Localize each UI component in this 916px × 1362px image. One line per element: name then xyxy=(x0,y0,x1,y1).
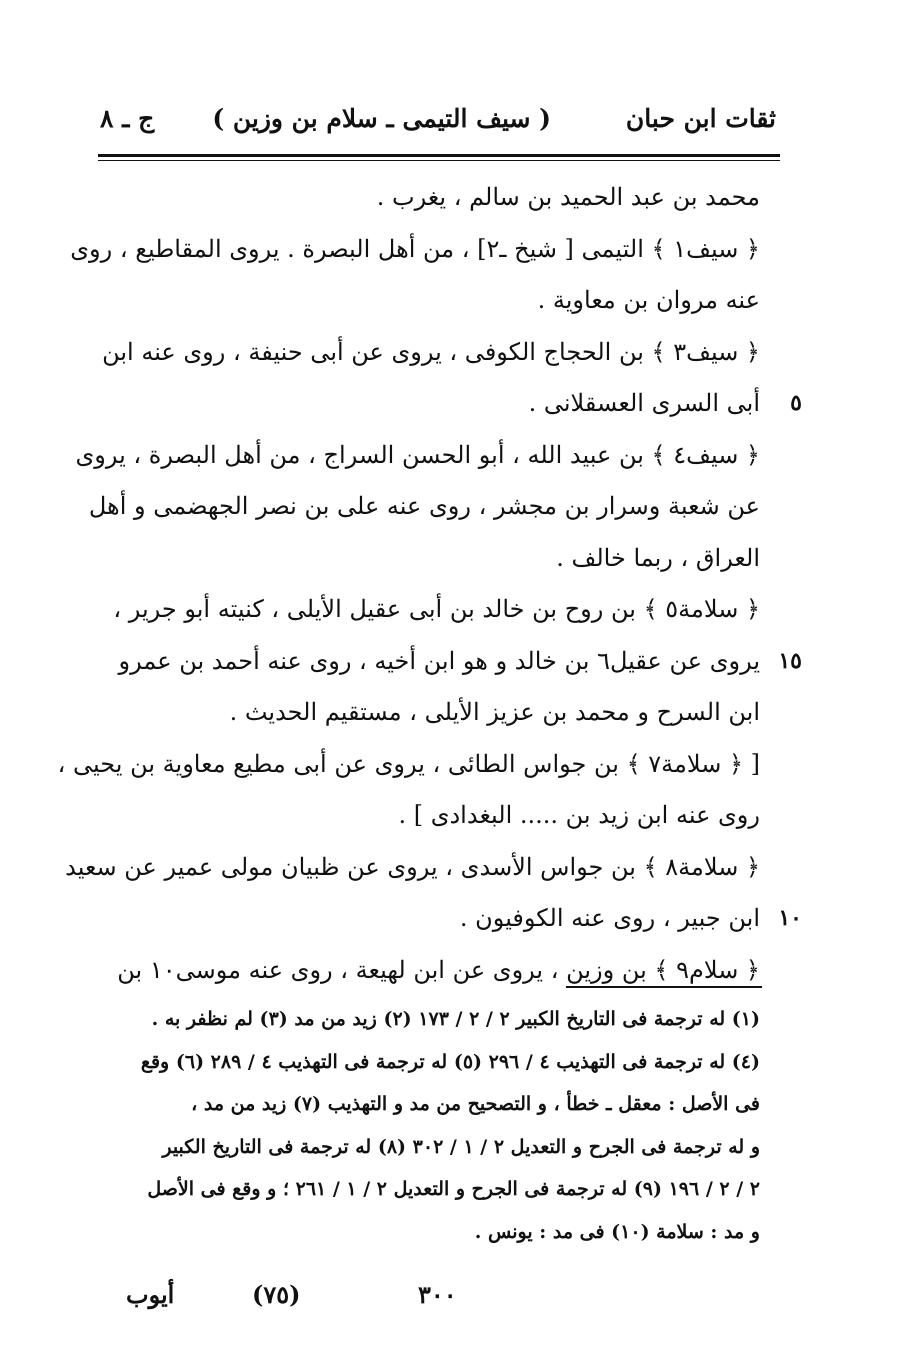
line-text: عنه مروان بن معاوية . xyxy=(537,286,760,314)
line-number: ١٥ xyxy=(778,647,802,674)
text-line xyxy=(88,481,760,533)
footnote-line: ٢ / ٢ / ١٩٦ (٩) له ترجمة فى الجرح و التعديل ٢ / ١ / ٢٦١ ؛ و وقع فى الأصل xyxy=(147,1178,760,1200)
text-line xyxy=(100,533,760,585)
line-text: ﴿ سيف٤ ﴾ بن عبيد الله ، أبو الحسن السراج ، من أهل البصرة ، يروى xyxy=(75,440,760,469)
text-line xyxy=(70,224,760,276)
line-text: ابن السرح و محمد بن عزيز الأيلى ، مستقيم الحديث . xyxy=(229,698,760,726)
line-text: عن شعبة وسرار بن مجشر ، روى عنه على بن نصر الجهضمى و أهل xyxy=(88,492,760,520)
line-text: [ ﴿ سلامة٧ ﴾ بن جواس الطائى ، يروى عن أبى مطيع معاوية بن يحيى ، xyxy=(57,749,760,778)
footnote-separator xyxy=(566,986,762,988)
line-text: ابن جبير ، روى عنه الكوفيون . xyxy=(459,904,760,932)
page-number: ٣٠٠ xyxy=(418,1280,457,1309)
text-line xyxy=(100,790,760,842)
line-text: ﴿ سلامة٨ ﴾ بن جواس الأسدى ، يروى عن ظبيان مولى عمير عن سعيد xyxy=(65,852,760,881)
footnotes xyxy=(100,998,760,1253)
text-line xyxy=(100,275,760,327)
footnote-line: و له ترجمة فى الجرح و التعديل ٢ / ١ / ٣٠٢ (٨) له ترجمة فى التاريخ الكبير xyxy=(162,1135,760,1158)
text-line xyxy=(100,945,760,997)
main-text xyxy=(57,172,802,996)
footnote-line: و مد : سلامة (١٠) فى مد : يونس . xyxy=(474,1220,760,1243)
text-line xyxy=(100,893,802,945)
line-text: محمد بن عبد الحميد بن سالم ، يغرب . xyxy=(376,183,760,211)
text-line xyxy=(100,636,802,688)
text-line xyxy=(100,378,802,430)
volume-label: ج ـ ٨ xyxy=(100,104,155,133)
line-text: ﴿ سلامة٥ ﴾ بن روح بن خالد بن أبى عقيل الأيلى ، كنيته أبو جرير ، xyxy=(113,595,760,623)
running-header xyxy=(100,104,776,150)
text-line xyxy=(100,584,760,636)
footer-volume-mark: (٧٥) xyxy=(252,1280,301,1309)
line-number: ١٠ xyxy=(778,905,802,931)
text-line xyxy=(75,430,760,482)
book-title: ثقات ابن حبان xyxy=(625,104,776,133)
text-line xyxy=(100,172,760,224)
footnote-line: (٤) له ترجمة فى التهذيب ٤ / ٢٩٦ (٥) له ترجمة فى التهذيب ٤ / ٢٨٩ (٦) وقع xyxy=(140,1050,760,1073)
text-line xyxy=(100,327,760,379)
text-line xyxy=(100,687,760,739)
header-rule-thin xyxy=(98,160,780,161)
line-text: روى عنه ابن زيد بن ..... البغدادى ] . xyxy=(398,801,760,829)
text-line xyxy=(65,842,760,894)
section-title: ( سيف التيمى ـ سلام بن وزين ) xyxy=(212,104,551,133)
line-text: ﴿ سيف١ ﴾ التيمى [ شيخ ـ٢] ، من أهل البصرة . يروى المقاطيع ، روى xyxy=(70,234,760,263)
line-text: أبى السرى العسقلانى . xyxy=(528,389,760,417)
line-text: ﴿ سلام٩ ﴾ بن وزين ، يروى عن ابن لهيعة ، روى عنه موسى١٠ بن xyxy=(117,955,760,984)
line-text: يروى عن عقيل٦ بن خالد و هو ابن أخيه ، روى عنه أحمد بن عمرو xyxy=(118,646,760,675)
text-line xyxy=(57,739,760,791)
line-number: ٥ xyxy=(790,390,802,416)
footnote-line: (١) له ترجمة فى التاريخ الكبير ٢ / ٢ / ١٧٣ (٢) زيد من مد (٣) لم نظفر به . xyxy=(151,1008,760,1030)
line-text: العراق ، ربما خالف . xyxy=(556,543,760,572)
header-rule-thick xyxy=(98,154,780,157)
footnote-line: فى الأصل : معقل ـ خطأ ، و التصحيح من مد و التهذيب (٧) زيد من مد ، xyxy=(191,1093,760,1115)
line-text: ﴿ سيف٣ ﴾ بن الحجاج الكوفى ، يروى عن أبى حنيفة ، روى عنه ابن xyxy=(102,337,760,366)
footer-author-mark: أيوب xyxy=(126,1280,175,1309)
